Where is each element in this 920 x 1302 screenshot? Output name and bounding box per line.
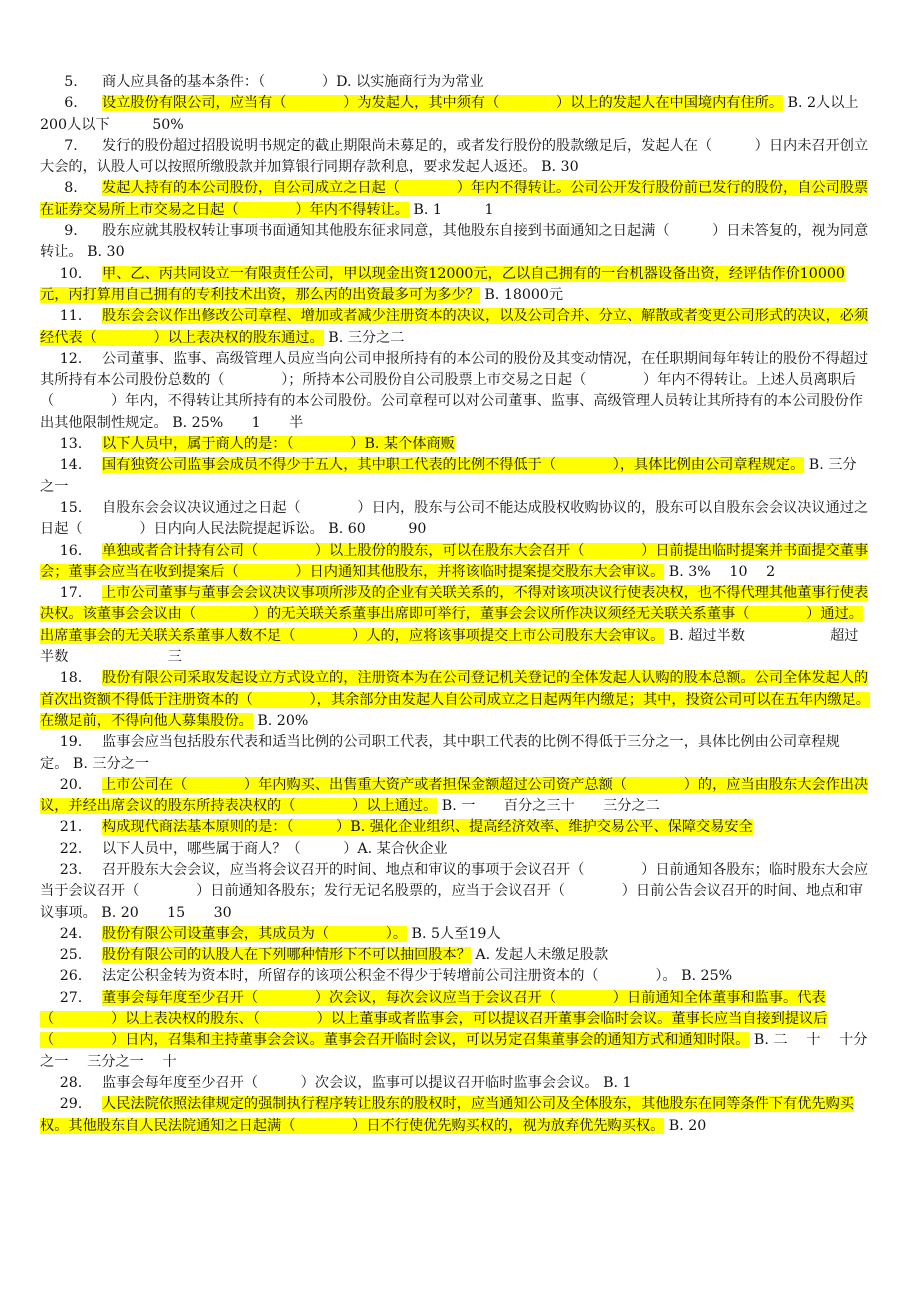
question-number: 27. xyxy=(59,989,83,1006)
question-item xyxy=(40,541,870,584)
answer-text: B. 20 xyxy=(668,1117,707,1134)
question-number: 21. xyxy=(59,819,83,836)
question-item xyxy=(40,498,870,541)
question-number: 16. xyxy=(59,542,83,559)
question-text: 国有独资公司监事会成员不得少于五人，其中职工代表的比例不得低于（ ），具体比例由公司章程规定。 xyxy=(102,457,805,474)
question-item xyxy=(40,817,870,838)
question-number: 19. xyxy=(59,734,83,751)
question-item xyxy=(40,966,870,987)
question-item xyxy=(40,72,870,93)
question-item xyxy=(40,1094,870,1137)
question-item xyxy=(40,668,870,732)
question-text: 人民法院依照法律规定的强制执行程序转让股东的股权时，应当通知公司及全体股东，其他股东在同等条件下有优先购买权。其他股东自人民法院通知之日起满（ ）日不行使优先购买权的，视为放弃优先购买权。 xyxy=(40,1096,854,1134)
question-text: 上市公司董事与董事会会议决议事项所涉及的企业有关联关系的，不得对该项决议行使表决权，也不得代理其他董事行使表决权。该董事会会议由（ ）的无关联关系董事出席即可举行，董事会会议所作决议须经无关联关系董事（ ）通过。出席董事会的无关联关系董事人数不足（ ）人的，应将该事项提交上市公司股东大会审议。 xyxy=(40,585,869,644)
exam-questions-page xyxy=(40,72,870,1137)
question-item xyxy=(40,775,870,818)
question-number: 12. xyxy=(59,350,83,367)
answer-text: B. 5人至19人 xyxy=(411,925,501,942)
answer-text: B. 3% 10 2 xyxy=(668,563,776,580)
question-number: 25. xyxy=(59,947,83,964)
question-item xyxy=(40,264,870,307)
question-item xyxy=(40,93,870,136)
answer-text: B. 30 xyxy=(541,159,579,176)
question-number: 28. xyxy=(59,1074,83,1091)
question-text: 股份有限公司设董事会，其成员为（ ）。 xyxy=(102,925,408,942)
question-number: 29. xyxy=(59,1096,83,1113)
question-item xyxy=(40,178,870,221)
question-text: 发行的股份超过招股说明书规定的截止期限尚未募足的，或者发行股份的股款缴足后，发起人在（ ）日内未召开创立大会的，认股人可以按照所缴股款并加算银行同期存款利息，要求发起人返还。 xyxy=(40,137,869,176)
answer-text: B. 60 90 xyxy=(328,521,427,538)
question-number: 7. xyxy=(64,137,78,154)
question-text: 自股东会会议决议通过之日起（ ）日内，股东与公司不能达成股权收购协议的，股东可以自股东会会议决议通过之日起（ ）日内向人民法院提起诉讼。 xyxy=(40,499,869,538)
question-text: 股份有限公司的认股人在下列哪种情形下不可以抽回股本？ xyxy=(102,947,471,964)
answer-text: B. 20 15 30 xyxy=(101,904,232,921)
question-text: 以下人员中，哪些属于商人？（ ）A. 某合伙企业 xyxy=(102,840,448,857)
question-item xyxy=(40,349,870,434)
answer-text: B. 30 xyxy=(87,244,125,261)
question-number: 10. xyxy=(59,265,83,282)
answer-text: B. 1 1 xyxy=(413,201,494,218)
question-number: 5. xyxy=(64,74,78,90)
answer-text: B. 18000元 xyxy=(484,286,564,303)
question-text: 上市公司在（ ）年内购买、出售重大资产或者担保金额超过公司资产总额（ ）的，应当由股东大会作出决议，并经出席会议的股东所持表决权的（ ）以上通过。 xyxy=(40,776,869,815)
question-text: 监事会应当包括股东代表和适当比例的公司职工代表，其中职工代表的比例不得低于三分之一，具体比例由公司章程规定。 xyxy=(40,734,840,772)
question-number: 20. xyxy=(59,776,83,793)
question-item xyxy=(40,860,870,924)
question-item xyxy=(40,924,870,945)
answer-text: A. 发起人未缴足股款 xyxy=(475,947,609,964)
question-number: 22. xyxy=(59,840,83,857)
question-number: 17. xyxy=(59,585,83,602)
question-number: 15. xyxy=(59,499,83,516)
question-item xyxy=(40,306,870,349)
question-item xyxy=(40,1073,870,1094)
question-item xyxy=(40,434,870,455)
question-text: 甲、乙、丙共同设立一有限责任公司，甲以现金出资12000元，乙以自己拥有的一台机器设备出资，经评估作价10000元，丙打算用自己拥有的专利技术出资，那么丙的出资最多可为多少？ xyxy=(40,265,845,303)
question-item xyxy=(40,839,870,860)
question-text: 法定公积金转为资本时，所留存的该项公积金不得少于转增前公司注册资本的（ ）。 xyxy=(102,968,677,985)
answer-text: B. 一 百分之三十 三分之二 xyxy=(441,798,660,815)
answer-text: B. 超过半数 超过半数 三 xyxy=(40,627,859,666)
answer-text: B. 25% 1 半 xyxy=(172,414,304,431)
question-text: 设立股份有限公司，应当有（ ）为发起人，其中须有（ ）以上的发起人在中国境内有住所。 xyxy=(102,95,784,112)
question-number: 26. xyxy=(59,968,83,985)
question-number: 6. xyxy=(64,95,78,112)
question-text: 商人应具备的基本条件：（ ）D. 以实施商行为为常业 xyxy=(102,74,484,90)
question-number: 9. xyxy=(64,223,78,240)
question-item xyxy=(40,221,870,264)
question-text: 单独或者合计持有公司（ ）以上股份的股东，可以在股东大会召开（ ）日前提出临时提案并书面提交董事会；董事会应当在收到提案后（ ）日内通知其他股东，并将该临时提案提交股东大会审议。 xyxy=(40,542,869,580)
answer-text: B. 20% xyxy=(257,712,309,729)
question-number: 8. xyxy=(64,180,78,197)
question-text: 监事会每年度至少召开（ ）次会议，监事可以提议召开临时监事会会议。 xyxy=(102,1074,599,1091)
question-text: 公司董事、监事、高级管理人员应当向公司申报所持有的本公司的股份及其变动情况，在任职期间每年转让的股份不得超过其所持有本公司股份总数的（ ）；所持本公司股份自公司股票上市交易之日起（ ）年内不得转让。上述人员离职后（ ）年内，不得转让其所持有的本公司股份。公司章程可以对公司董事、监事、高级管理人员转让其所持有的本公司股份作出其他限制性规定。 xyxy=(40,350,869,431)
question-item xyxy=(40,732,870,775)
question-text: 以下人员中，属于商人的是：（ ）B. 某个体商贩 xyxy=(102,436,455,453)
question-text: 股份有限公司采取发起设立方式设立的，注册资本为在公司登记机关登记的全体发起人认购的股本总额。公司全体发起人的首次出资额不得低于注册资本的（ ），其余部分由发起人自公司成立之日起两年内缴足；其中，投资公司可以在五年内缴足。在缴足前，不得向他人募集股份。 xyxy=(40,670,870,729)
question-item xyxy=(40,945,870,966)
question-text: 构成现代商法基本原则的是：（ ）B. 强化企业组织、提高经济效率、维护交易公平、保障交易安全 xyxy=(102,819,753,836)
answer-text: B. 2人以上200人以下 50% xyxy=(40,95,859,133)
answer-text: B. 三分之一 xyxy=(40,457,857,495)
question-number: 14. xyxy=(59,457,83,474)
question-number: 13. xyxy=(59,436,83,453)
question-item xyxy=(40,136,870,179)
question-item xyxy=(40,455,870,498)
question-number: 18. xyxy=(59,670,83,687)
question-number: 11. xyxy=(59,308,83,325)
question-text: 股东应就其股权转让事项书面通知其他股东征求同意，其他股东自接到书面通知之日起满（ ）日未答复的，视为同意转让。 xyxy=(40,223,869,261)
question-number: 23. xyxy=(59,861,83,878)
question-text: 股东会会议作出修改公司章程、增加或者减少注册资本的决议，以及公司合并、分立、解散或者变更公司形式的决议，必须经代表（ ）以上表决权的股东通过。 xyxy=(40,308,869,346)
question-item xyxy=(40,988,870,1073)
question-number: 24. xyxy=(59,925,83,942)
answer-text: B. 三分之一 xyxy=(72,755,150,772)
answer-text: B. 25% xyxy=(681,968,733,985)
answer-text: B. 二 十 十分之一 三分之一 十 xyxy=(40,1032,868,1070)
question-text: 召开股东大会会议，应当将会议召开的时间、地点和审议的事项于会议召开（ ）日前通知各股东；临时股东大会应当于会议召开（ ）日前通知各股东；发行无记名股票的，应当于会议召开（ ）日前公告会议召开的时间、地点和审议事项。 xyxy=(40,861,869,921)
answer-text: B. 1 xyxy=(603,1074,632,1091)
question-text: 董事会每年度至少召开（ ）次会议，每次会议应当于会议召开（ ）日前通知全体董事和监事。代表（ ）以上表决权的股东、（ ）以上董事或者监事会，可以提议召开董事会临时会议。董事长应当自接到提议后（ ）日内，召集和主持董事会会议。董事会召开临时会议，可以另定召集董事会的通知方式和通知时限。 xyxy=(40,989,828,1049)
question-text: 发起人持有的本公司股份，自公司成立之日起（ ）年内不得转让。公司公开发行股份前已发行的股份，自公司股票在证券交易所上市交易之日起（ ）年内不得转让。 xyxy=(40,180,869,218)
answer-text: B. 三分之二 xyxy=(328,329,405,346)
question-item xyxy=(40,583,870,668)
